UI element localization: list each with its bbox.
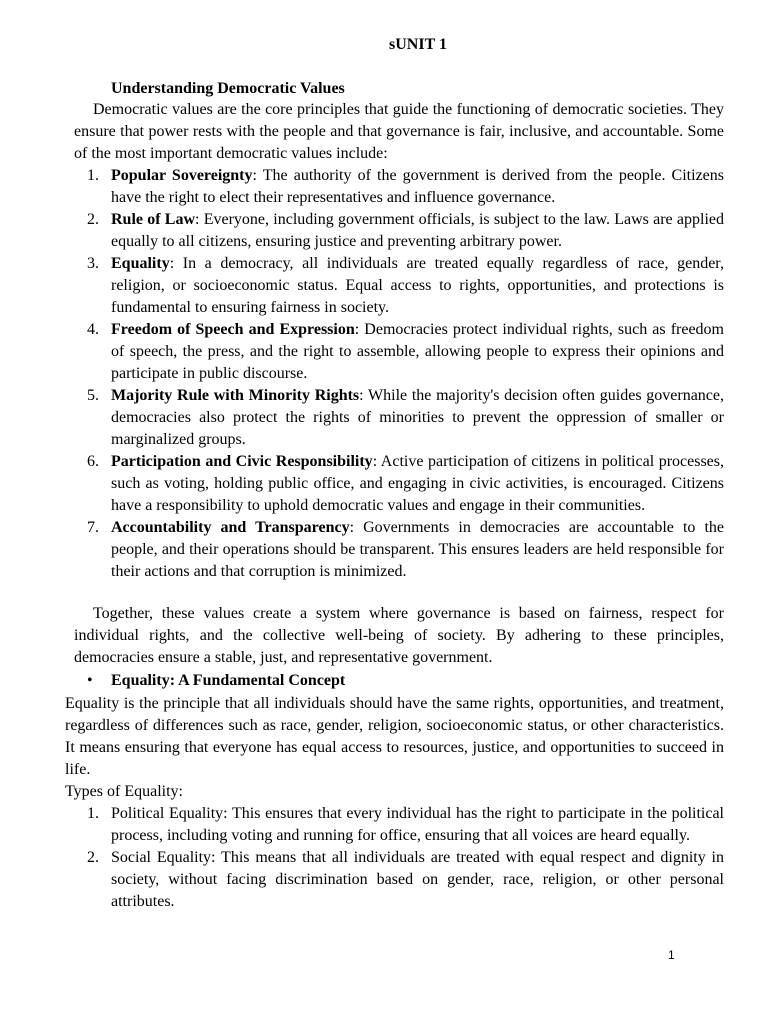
list-item: 2. Rule of Law: Everyone, including government officials, is subject to the law. Laws are applied equally to all citizens, ensuring justice and preventing arbitrary power. [87,211,724,250]
types-label: Types of Equality: [65,783,183,800]
list-item: 4. Freedom of Speech and Expression: Democracies protect individual rights, such as freedom of speech, the press, and the right to assemble, allowing people to express their opinions and participate in public discourse. [87,321,725,382]
list-item: 1. Political Equality: This ensures that every individual has the right to participate in the political process, including voting and running for office, ensuring that all voices are heard equally. [87,805,724,844]
list-item: 6. Participation and Civic Responsibility: Active participation of citizens in political processes, such as voting, holding public office, and engaging in civic activities, is encouraged. Citizens have a responsibility to uphold democratic values and engage in their communities. [87,453,725,514]
conclusion-paragraph: Together, these values create a system where governance is based on fairness, respect for individual rights, and the collective well-being of society. By adhering to these principles, democracies ensure a stable, just, and representative government. [74,605,724,666]
page-number: 1 [668,948,675,962]
list-item: 7. Accountability and Transparency: Governments in democracies are accountable to the people, and their operations should be transparent. This ensures leaders are held responsible for their actions and that corruption is minimized. [87,519,725,580]
equality-paragraph: Equality is the principle that all individuals should have the same rights, opportunities, and treatment, regardless of differences such as race, gender, religion, socioeconomic status, or other characteristics. It means ensuring that everyone has equal access to resources, justice, and opportunities to succeed in life. [65,695,724,778]
list-item: 2. Social Equality: This means that all individuals are treated with equal respect and dignity in society, without facing discrimination based on gender, race, religion, or other personal attributes. [87,849,724,910]
document-page: sUNIT 1 Understanding Democratic Values Democratic values are the core principles that guide the functioning of democratic societies. They ensure that power rests with the people and that governance is fair, inclusive, and accountable. Some of the most important democratic values include: 1. Popular Sovereignty: The authority of the government is derived from the people. Citizens have the right to elect their representatives and influence governance. 2. Rule of Law: Everyone, including government officials, is subject to the law. Laws are applied equally to all citizens, ensuring justice and preventing arbitrary power. 3. Equality: In a democracy, all individuals are treated equally regardless of race, gender, religion, or socioeconomic status. Equal access to rights, opportunities, and protections is fundamental to ensuring fairness in society. 4. Freedom of Speech and Expression: Democracies protect individual rights, such as freedom of speech, the press, and the right to assemble, allowing people to express their opinions and participate in public discourse. 5. Majority Rule with Minority Rights: While the majority's decision often guides governance, democracies also protect the rights of minorities to prevent the oppression of smaller or marginalized groups. 6. Participation and Civic Responsibility: Active participation of citizens in political processes, such as voting, holding public office, and engaging in civic activities, is encouraged. Citizens have a responsibility to uphold democratic values and engage in their communities. 7. Accountability and Transparency: Governments in democracies are accountable to the people, and their operations should be transparent. This ensures leaders are held responsible for their actions and that corruption is minimized. Together, these values create a system where governance is based on fairness, respect for individual rights, and the collective well-being of society. By adhering to these principles, democracies ensure a stable, just, and representative government. • Equality: A Fundamental Concept Equality is the principle that all individuals should have the same rights, opportunities, and treatment, regardless of differences such as race, gender, religion, socioeconomic status, or other characteristics. It means ensuring that everyone has equal access to resources, justice, and opportunities to succeed in life. Types of Equality: 1. Political Equality: This ensures that every individual has the right to participate in the political process, including voting and running for office, ensuring that all voices are heard equally. 2. Social Equality: This means that all individuals are treated with equal respect and dignity in society, without facing discrimination based on gender, race, religion, or other personal attributes. 1 [0,0,768,1024]
list-item: 3. Equality: In a democracy, all individuals are treated equally regardless of race, gender, religion, or socioeconomic status. Equal access to rights, opportunities, and protections is fundamental to ensuring fairness in society. [87,255,724,316]
unit-title: sUNIT 1 [389,36,447,53]
bullet-icon: • [87,672,93,689]
democratic-values-list [74,165,724,583]
section-heading: Understanding Democratic Values [111,80,345,97]
list-item: 5. Majority Rule with Minority Rights: While the majority's decision often guides governance, democracies also protect the rights of minorities to prevent the oppression of smaller or marginalized groups. [87,387,724,448]
list-item: 1. Popular Sovereignty: The authority of the government is derived from the people. Citizens have the right to elect their representatives and influence governance. [87,167,724,206]
intro-paragraph: Democratic values are the core principles that guide the functioning of democratic societies. They ensure that power rests with the people and that governance is fair, inclusive, and accountable. Some of the most important democratic values include: [74,101,724,162]
equality-types-list [74,803,724,913]
